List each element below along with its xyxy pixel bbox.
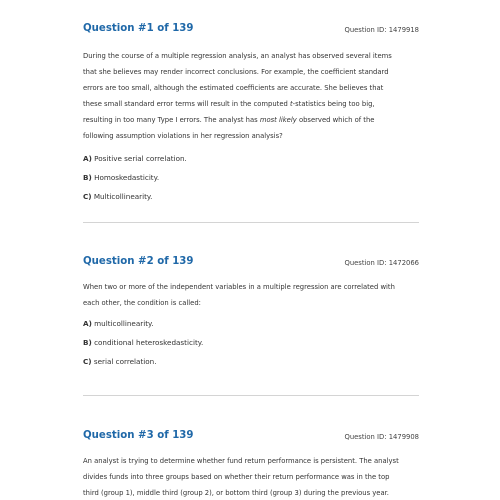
choice-letter: C) — [83, 357, 92, 367]
question-2 — [83, 256, 419, 375]
stem-line: An analyst is trying to determine whether fund return performance is persistent. The analyst — [83, 457, 399, 465]
stem-text: -statistics being too big, — [292, 100, 375, 109]
choice-letter: A) — [83, 319, 92, 329]
question-stem — [83, 48, 419, 145]
choice-text: Multicollinearity. — [93, 191, 153, 201]
answer-choice-a[interactable] — [83, 153, 419, 172]
choice-text: serial correlation. — [93, 357, 157, 367]
answer-choice-c[interactable] — [83, 191, 419, 210]
stem-emphasis: t — [289, 100, 293, 109]
choice-letter: A) — [83, 153, 92, 163]
question-id: Question ID: 1472066 — [344, 259, 419, 267]
question-stem — [83, 453, 419, 500]
stem-line: When two or more of the independent variables in a multiple regression are correlated with — [83, 283, 395, 291]
stem-line: following assumption violations in her regression analysis? — [83, 132, 283, 141]
choice-text: conditional heteroskedasticity. — [94, 338, 204, 348]
stem-line: third (group 1), middle third (group 2), or bottom third (group 3) during the previous year. — [83, 489, 389, 498]
question-title: Question #3 of 139 — [83, 430, 194, 441]
question-id: Question ID: 1479908 — [344, 433, 419, 441]
question-1 — [83, 23, 419, 210]
stem-text: resulting in too many Type I errors. The analyst has — [83, 116, 260, 125]
answer-choice-a[interactable] — [83, 318, 419, 337]
question-header — [83, 430, 419, 446]
stem-line — [83, 112, 419, 128]
question-title: Question #2 of 139 — [83, 256, 194, 267]
choice-letter: B) — [83, 172, 92, 182]
stem-text: observed which of the — [296, 116, 375, 125]
question-header — [83, 23, 419, 39]
stem-line: errors are too small, although the estimated coefficients are accurate. She believes that — [83, 84, 384, 93]
question-divider — [83, 395, 419, 396]
answer-choices — [83, 153, 419, 210]
stem-emphasis: most likely — [259, 116, 297, 125]
stem-line: each other, the condition is called: — [83, 299, 201, 308]
question-3 — [83, 430, 419, 500]
choice-text: multicollinearity. — [94, 319, 154, 329]
answer-choice-b[interactable] — [83, 172, 419, 191]
stem-line: divides funds into three groups based on whether their return performance was in the top — [83, 473, 390, 482]
answer-choices — [83, 318, 419, 375]
choice-text: Positive serial correlation. — [94, 153, 187, 163]
question-divider — [83, 222, 419, 223]
stem-line: that she believes may render incorrect conclusions. For example, the coefficient standard — [83, 68, 389, 77]
question-id: Question ID: 1479918 — [344, 26, 419, 34]
stem-line — [83, 96, 419, 112]
answer-choice-b[interactable] — [83, 337, 419, 356]
choice-letter: C) — [83, 191, 92, 201]
stem-text: these small standard error terms will result in the computed — [83, 100, 290, 109]
question-header — [83, 256, 419, 272]
choice-text: Homoskedasticity. — [94, 172, 160, 182]
answer-choice-c[interactable] — [83, 356, 419, 375]
question-title: Question #1 of 139 — [83, 23, 194, 34]
question-stem — [83, 279, 419, 311]
stem-line: During the course of a multiple regression analysis, an analyst has observed several items — [83, 52, 392, 60]
choice-letter: B) — [83, 338, 92, 348]
